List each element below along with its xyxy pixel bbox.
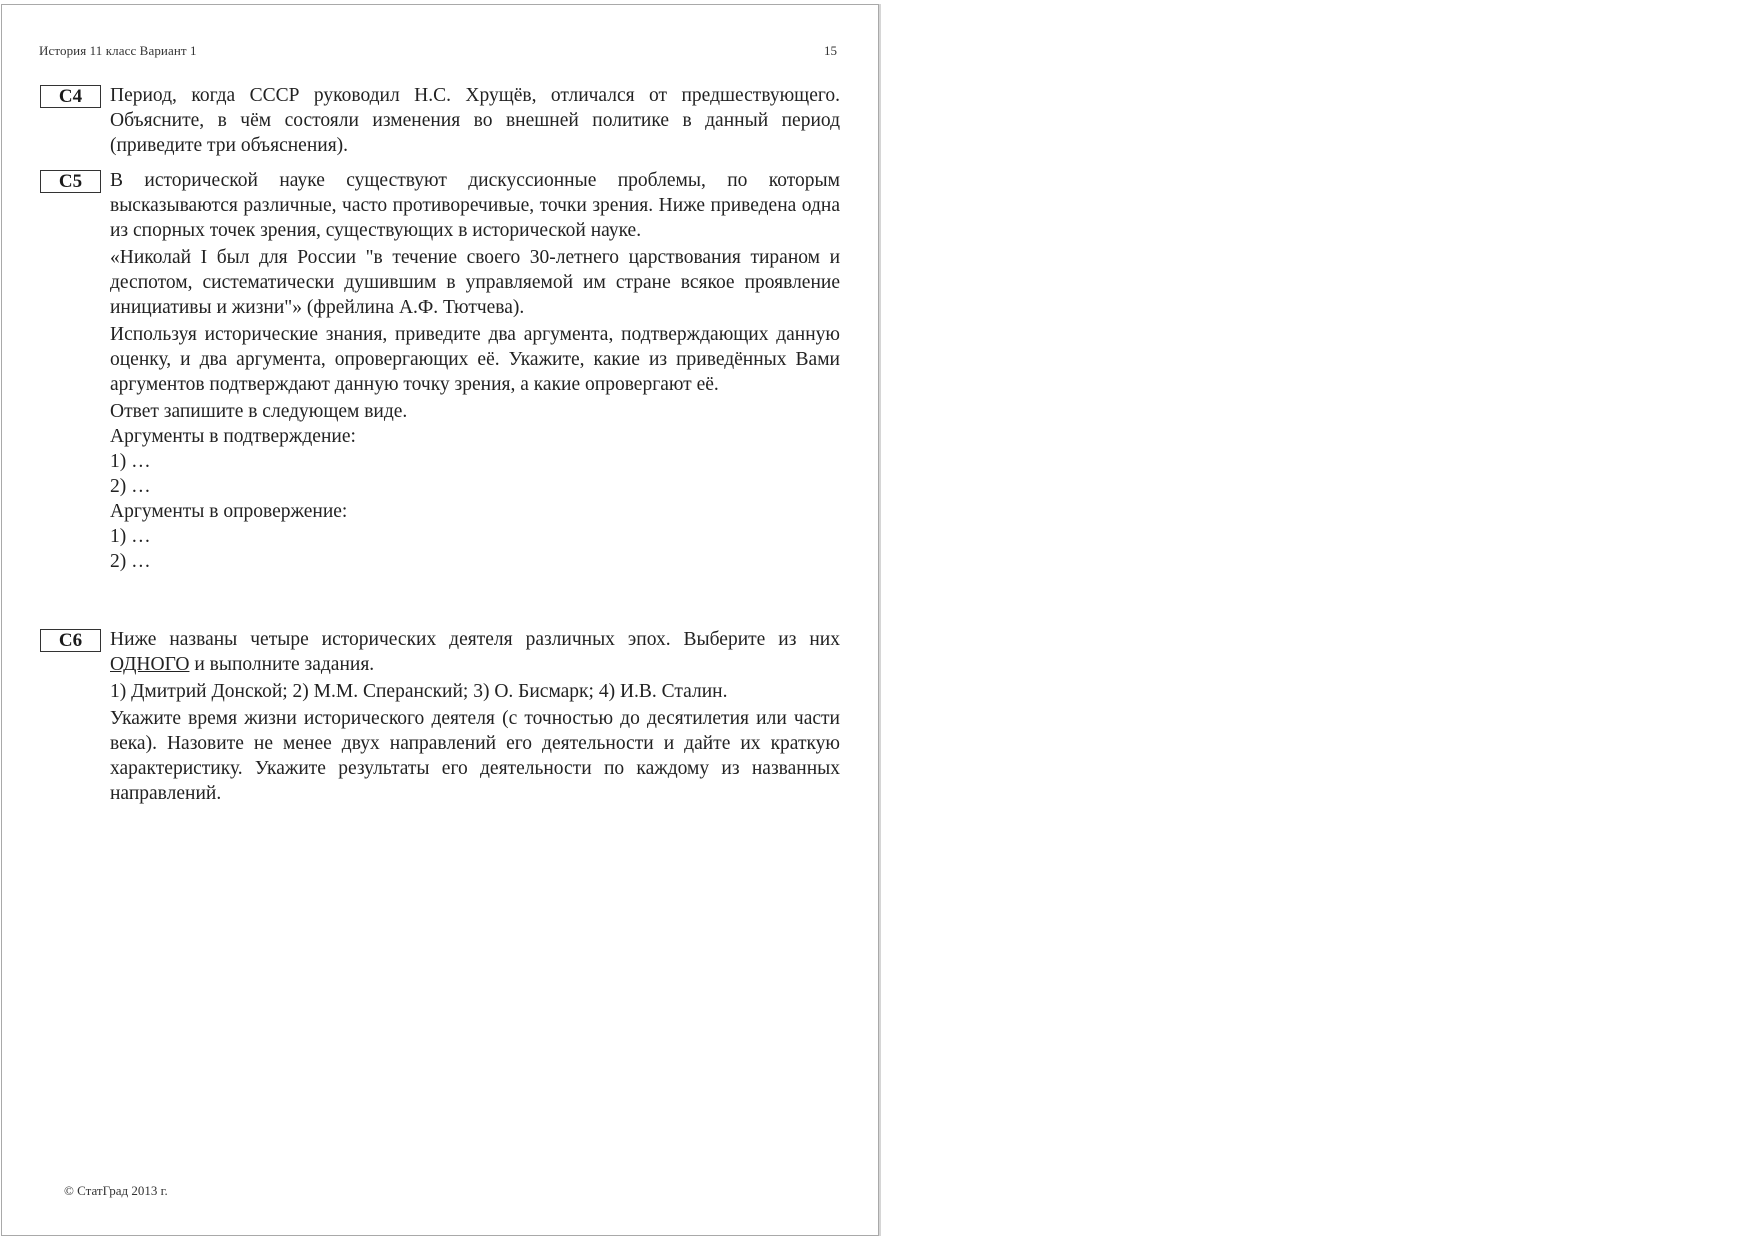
task-c6-intro-start: Ниже названы четыре исторических деятеля различных эпох. Выберите из них bbox=[110, 629, 840, 650]
page-header-title: История 11 класс Вариант 1 bbox=[39, 43, 197, 58]
task-c5-confirm-heading: Аргументы в подтверждение: bbox=[110, 426, 356, 447]
task-c4-body bbox=[110, 83, 840, 158]
task-c5-refute-heading: Аргументы в опровержение: bbox=[110, 501, 348, 522]
task-c5-instructions: Используя исторические знания, приведите два аргумента, подтверждающих данную оценку, и два аргумента, опровергающих её. Укажите, какие из приведённых Вами аргументов подтверждают данную точку зрения, а какие опровергают её. bbox=[110, 324, 840, 395]
task-c5-label: С5 bbox=[40, 170, 101, 193]
task-c5-intro: В исторической науке существуют дискуссионные проблемы, по которым высказываются различные, часто противоречивые, точки зрения. Ниже приведена одна из спорных точек зрения, существующих в исторической науке. bbox=[110, 170, 840, 241]
task-c6-intro-end: и выполните задания. bbox=[189, 654, 375, 675]
task-c6-figures-list: 1) Дмитрий Донской; 2) М.М. Сперанский; 3) О. Бисмарк; 4) И.В. Сталин. bbox=[110, 681, 728, 702]
task-c5-confirm-1: 1) … bbox=[110, 451, 151, 472]
task-c5-confirm-2: 2) … bbox=[110, 476, 151, 497]
task-c5-refute-1: 1) … bbox=[110, 526, 151, 547]
task-c4-text: Период, когда СССР руководил Н.С. Хрущёв, отличался от предшествующего. Объясните, в чём состояли изменения во внешней политике в данный период (приведите три объяснения). bbox=[110, 85, 840, 156]
task-c6-instructions: Укажите время жизни исторического деятеля (с точностью до десятилетия или части века). Назовите не менее двух направлений его деятельности и дайте их краткую характеристику. Укажите результаты его деятельности по каждому из названных направлений. bbox=[110, 708, 840, 804]
task-c5-answer-intro: Ответ запишите в следующем виде. bbox=[110, 401, 408, 422]
page-number: 15 bbox=[824, 43, 837, 58]
page-footer-copyright: © СтатГрад 2013 г. bbox=[64, 1183, 168, 1198]
task-c5-body bbox=[110, 168, 840, 574]
task-c6-body bbox=[110, 627, 840, 806]
task-c6-intro-emphasis: ОДНОГО bbox=[110, 654, 190, 675]
task-c4-label: С4 bbox=[40, 85, 101, 108]
task-c5-refute-2: 2) … bbox=[110, 551, 151, 572]
page-edge-shadow bbox=[879, 4, 881, 1236]
task-c6-intro bbox=[110, 627, 840, 677]
task-c5-quote: «Николай I был для России "в течение своего 30-летнего царствования тираном и деспотом, систематически душившим в управляемой им стране всякое проявление инициативы и жизни"» (фрейлина А.Ф. Тютчева). bbox=[110, 247, 840, 318]
task-c6-label: С6 bbox=[40, 629, 101, 652]
document-page bbox=[1, 4, 879, 1236]
